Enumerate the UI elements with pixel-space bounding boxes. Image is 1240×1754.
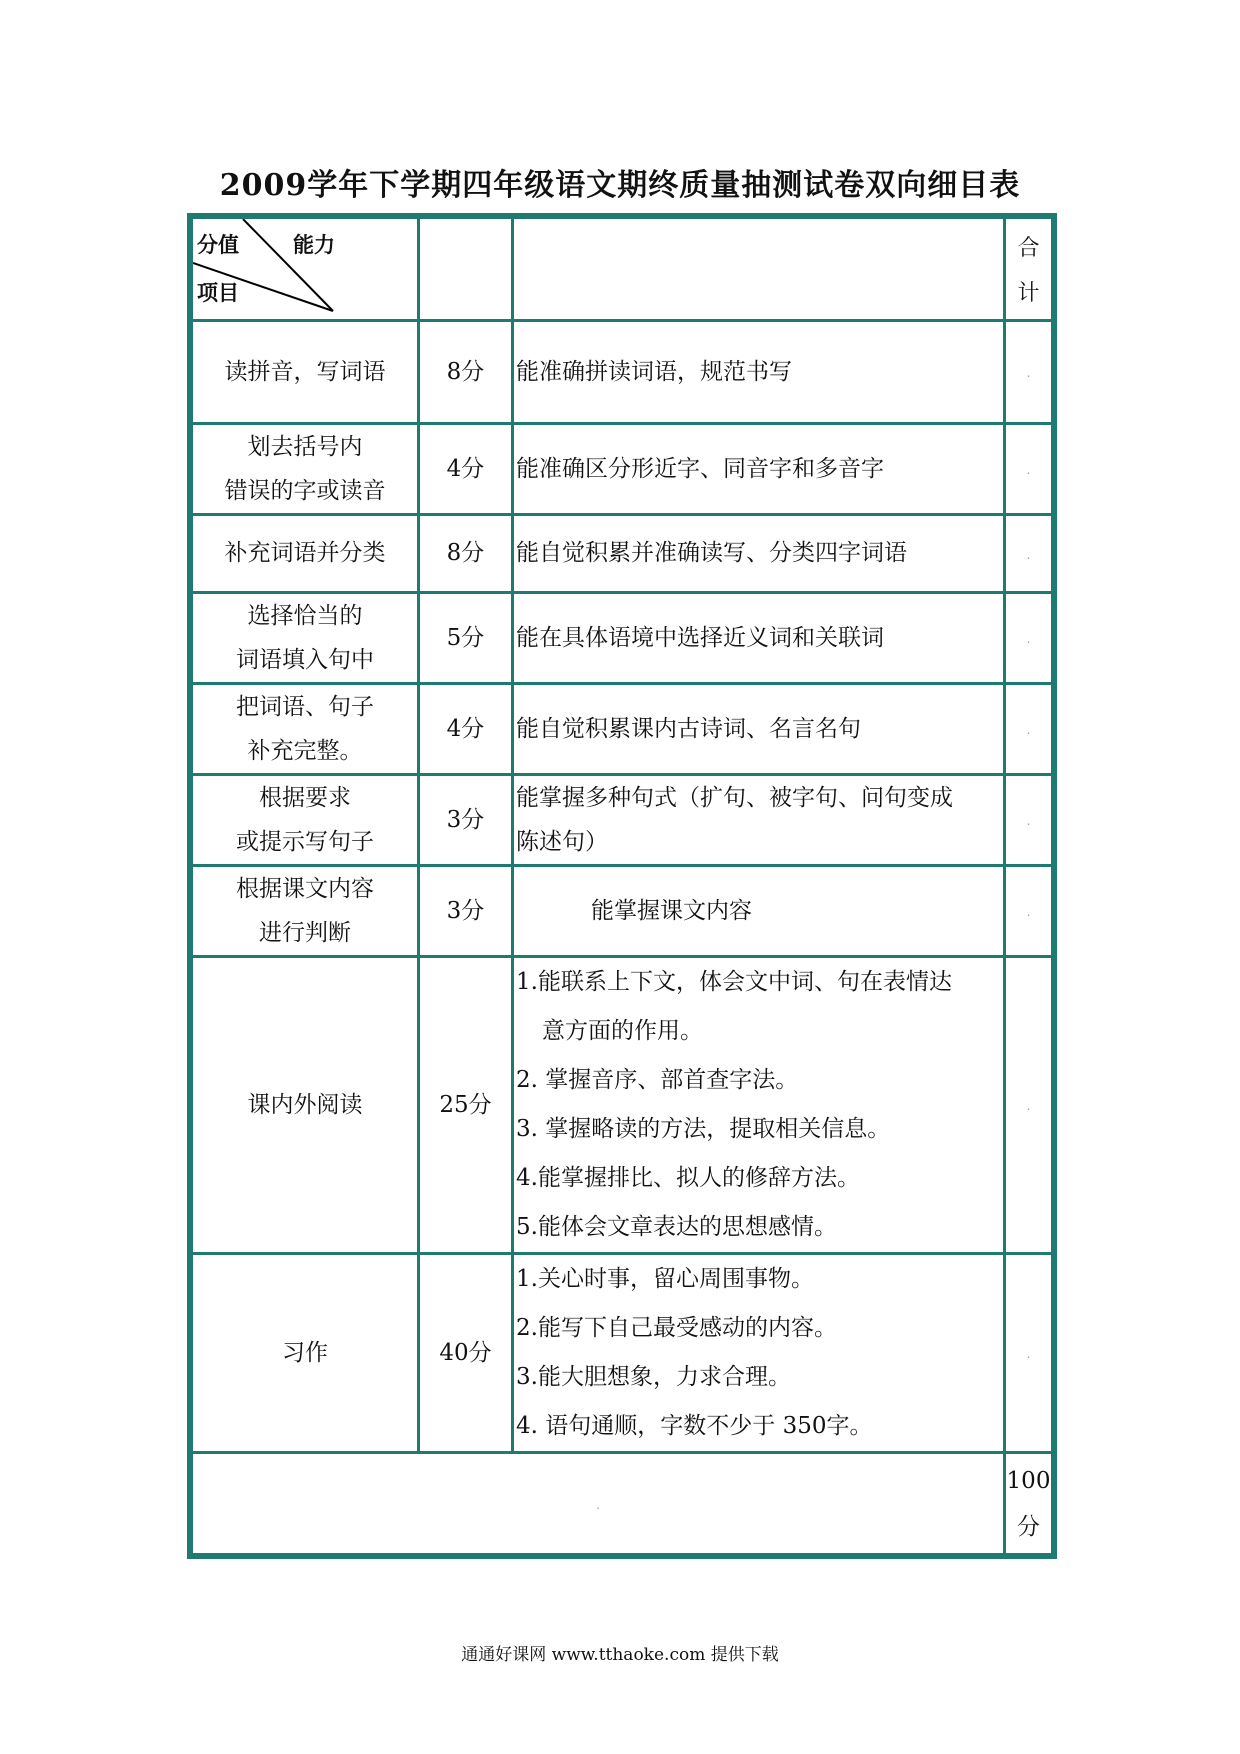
total-header-line-1: 合: [1017, 235, 1040, 261]
desc-line: 3. 掌握略读的方法，提取相关信息。: [516, 1116, 891, 1142]
total-header-line-2: 计: [1017, 280, 1040, 306]
total-cell: .: [1005, 1254, 1053, 1453]
diagonal-header-cell: [192, 218, 419, 321]
item-label: 项目: [197, 281, 239, 305]
desc-cell: [513, 515, 1005, 593]
total-cell: .: [1005, 424, 1053, 515]
item-text: 读拼音，写词语: [224, 358, 386, 385]
item-cell: [192, 1254, 419, 1453]
item-text-2: 补充完整。: [247, 738, 363, 764]
header-total-cell: [1005, 218, 1053, 321]
item-text: 课内外阅读: [247, 1091, 363, 1118]
total-cell: .: [1005, 321, 1053, 424]
desc-line: 陈述句）: [516, 829, 608, 855]
desc-cell: [513, 866, 1005, 957]
item-cell: [192, 515, 419, 593]
desc-cell: [513, 1254, 1005, 1453]
detail-table: [187, 213, 1057, 1559]
total-cell: .: [1005, 957, 1053, 1254]
item-text: 选择恰当的: [247, 603, 363, 629]
desc-line: 4. 语句通顺，字数不少于 350字。: [516, 1413, 873, 1439]
item-text: 把词语、句子: [236, 694, 374, 720]
item-text-2: 进行判断: [259, 920, 351, 946]
footer-note: 通通好课网 www.tthaoke.com 提供下载: [461, 1645, 779, 1665]
desc-cell: [513, 593, 1005, 684]
item-cell: [192, 321, 419, 424]
desc-cell: [513, 957, 1005, 1254]
table-row: [192, 775, 1053, 866]
item-text-2: 或提示写句子: [236, 829, 374, 855]
grand-total-cell: [1005, 1453, 1053, 1555]
item-cell: [192, 684, 419, 775]
grand-total-value: 100: [1006, 1467, 1051, 1494]
total-row-blank-cell: .: [192, 1453, 1005, 1555]
header-desc-cell: [513, 218, 1005, 321]
score-cell: 40分: [419, 1254, 513, 1453]
item-cell: [192, 593, 419, 684]
table-row: [192, 957, 1053, 1254]
table-header-row: [192, 218, 1053, 321]
desc-line: 能自觉积累并准确读写、分类四字词语: [516, 540, 907, 566]
desc-line: 5.能体会文章表达的思想感情。: [516, 1214, 837, 1240]
item-text: 划去括号内: [247, 434, 363, 460]
score-cell: 8分: [419, 321, 513, 424]
table-row: [192, 1254, 1053, 1453]
desc-line: 能准确拼读词语，规范书写: [516, 358, 792, 385]
item-text: 根据课文内容: [236, 876, 374, 902]
item-text: 补充词语并分类: [224, 540, 386, 566]
score-cell: 8分: [419, 515, 513, 593]
score-cell: 4分: [419, 684, 513, 775]
desc-line: 能自觉积累课内古诗词、名言名句: [516, 715, 861, 742]
desc-line: 能掌握课文内容: [591, 897, 752, 924]
total-cell: .: [1005, 775, 1053, 866]
total-cell: .: [1005, 684, 1053, 775]
desc-line: 2.能写下自己最受感动的内容。: [516, 1315, 837, 1341]
desc-cell: [513, 321, 1005, 424]
table-row: [192, 684, 1053, 775]
item-cell: [192, 424, 419, 515]
item-text: 根据要求: [259, 785, 351, 811]
score-cell: 3分: [419, 775, 513, 866]
desc-line: 2. 掌握音序、部首查字法。: [516, 1067, 799, 1093]
item-cell: [192, 866, 419, 957]
total-cell: .: [1005, 515, 1053, 593]
score-cell: 4分: [419, 424, 513, 515]
desc-line: 3.能大胆想象，力求合理。: [516, 1364, 791, 1390]
desc-line: 1.关心时事，留心周围事物。: [516, 1266, 814, 1292]
desc-cell: [513, 775, 1005, 866]
desc-line: 能准确区分形近字、同音字和多音字: [516, 455, 884, 482]
table-row: [192, 593, 1053, 684]
total-row: [192, 1453, 1053, 1555]
score-cell: 25分: [419, 957, 513, 1254]
score-cell: 3分: [419, 866, 513, 957]
desc-cell: [513, 424, 1005, 515]
item-cell: [192, 957, 419, 1254]
item-text-2: 错误的字或读音: [224, 478, 386, 504]
header-score-cell: [419, 218, 513, 321]
score-cell: 5分: [419, 593, 513, 684]
desc-line: 能掌握多种句式（扩句、被字句、问句变成: [516, 785, 953, 811]
item-text-2: 词语填入句中: [236, 647, 374, 673]
table-row: [192, 866, 1053, 957]
total-cell: .: [1005, 593, 1053, 684]
desc-line: 1.能联系上下文，体会文中词、句在表情达: [516, 969, 952, 995]
table-row: [192, 424, 1053, 515]
ability-label: 能力: [293, 233, 335, 257]
grand-total-unit: 分: [1017, 1513, 1040, 1540]
score-label: 分值: [197, 233, 239, 257]
table-row: [192, 515, 1053, 593]
desc-line: 意方面的作用。: [542, 1018, 703, 1044]
item-text: 习作: [282, 1339, 328, 1366]
desc-line: 能在具体语境中选择近义词和关联词: [516, 624, 884, 651]
desc-cell: [513, 684, 1005, 775]
item-cell: [192, 775, 419, 866]
page-title: 2009学年下学期四年级语文期终质量抽测试卷双向细目表: [219, 168, 1021, 203]
total-cell: .: [1005, 866, 1053, 957]
table-row: [192, 321, 1053, 424]
desc-line: 4.能掌握排比、拟人的修辞方法。: [516, 1165, 860, 1191]
